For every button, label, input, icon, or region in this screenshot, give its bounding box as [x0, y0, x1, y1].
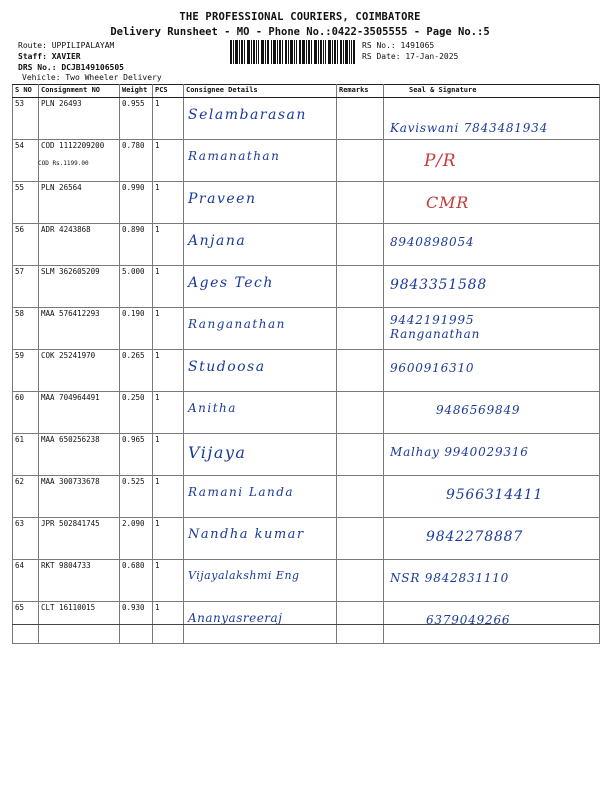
pcs-cell: 1	[153, 182, 184, 224]
sno-cell: 57	[13, 266, 39, 308]
consignment-cell: JPR 502841745	[39, 518, 120, 560]
col-header-sno: S NO	[13, 85, 39, 98]
consignment-cell: MAA 704964491	[39, 392, 120, 434]
signature-handwriting: 9566314411	[446, 487, 544, 503]
consignment-cell: PLN 26493	[39, 98, 120, 140]
rs-date: RS Date: 17-Jan-2025	[362, 52, 459, 61]
consignment-cell: MAA 576412293	[39, 308, 120, 350]
weight-cell: 2.090	[120, 518, 153, 560]
col-header-consignment: Consignment NO	[39, 85, 120, 98]
barcode-image	[230, 40, 355, 64]
col-header-remarks: Remarks	[337, 85, 384, 98]
consignment-cell: MAA 650256238	[39, 434, 120, 476]
remarks-cell	[337, 140, 384, 182]
signature-handwriting: 8940898054	[390, 235, 475, 249]
sno-cell: 54	[13, 140, 39, 182]
consignment-cell: COK 25241970	[39, 350, 120, 392]
vehicle-label: Vehicle: Two Wheeler Delivery	[22, 73, 162, 82]
consignee-handwriting: Ananyasreeraj	[188, 611, 283, 625]
weight-cell: 0.930	[120, 602, 153, 644]
signature-handwriting: Kaviswani 7843481934	[390, 121, 549, 135]
consignment-number: COD 1112209200	[41, 141, 105, 150]
consignment-cell: ADR 4243868	[39, 224, 120, 266]
consignee-handwriting: Ages Tech	[188, 275, 274, 291]
sno-cell: 53	[13, 98, 39, 140]
remarks-cell	[337, 350, 384, 392]
consignee-handwriting: Vijaya	[188, 443, 247, 462]
sno-cell: 59	[13, 350, 39, 392]
table-row	[13, 224, 600, 266]
sno-cell: 64	[13, 560, 39, 602]
weight-cell: 0.265	[120, 350, 153, 392]
consignee-handwriting: Nandha kumar	[188, 527, 305, 542]
remarks-cell	[337, 560, 384, 602]
table-row	[13, 350, 600, 392]
signature-handwriting: 6379049266	[426, 613, 511, 627]
runsheet-table	[12, 84, 600, 644]
table-row	[13, 140, 600, 182]
weight-cell: 0.190	[120, 308, 153, 350]
route-label: Route: UPPILIPALAYAM	[18, 41, 115, 50]
signature-handwriting: 9600916310	[390, 361, 475, 375]
table-row	[13, 476, 600, 518]
weight-cell: 5.000	[120, 266, 153, 308]
pcs-cell: 1	[153, 308, 184, 350]
staff-label: Staff: XAVIER	[18, 52, 81, 61]
pcs-cell: 1	[153, 602, 184, 644]
table-row	[13, 98, 600, 140]
consignment-cell: MAA 300733678	[39, 476, 120, 518]
cod-amount: COD Rs.1199.00	[38, 160, 89, 167]
remarks-cell	[337, 434, 384, 476]
consignee-handwriting: Studoosa	[188, 359, 266, 375]
table-row	[13, 434, 600, 476]
sno-cell: 65	[13, 602, 39, 644]
weight-cell: 0.890	[120, 224, 153, 266]
table-row	[13, 602, 600, 644]
remarks-cell	[337, 266, 384, 308]
col-header-signature: Seal & Signature	[384, 85, 600, 98]
pcs-cell: 1	[153, 350, 184, 392]
remarks-cell	[337, 602, 384, 644]
signature-handwriting: 9842278887	[426, 529, 524, 545]
bottom-divider	[12, 624, 599, 625]
sno-cell: 56	[13, 224, 39, 266]
weight-cell: 0.680	[120, 560, 153, 602]
signature-handwriting: Malhay 9940029316	[390, 445, 529, 459]
remarks-cell	[337, 224, 384, 266]
weight-cell: 0.525	[120, 476, 153, 518]
weight-cell: 0.780	[120, 140, 153, 182]
weight-cell: 0.955	[120, 98, 153, 140]
pcs-cell: 1	[153, 392, 184, 434]
consignment-cell: CLT 16110015	[39, 602, 120, 644]
remarks-cell	[337, 98, 384, 140]
col-header-consignee: Consignee Details	[184, 85, 337, 98]
consignment-cell: SLM 362605209	[39, 266, 120, 308]
page-subtitle: Delivery Runsheet - MO - Phone No.:0422-3505555 - Page No.:5	[110, 26, 490, 38]
drs-number: DRS No.: DCJB149106505	[18, 63, 124, 72]
signature-handwriting: 9843351588	[390, 277, 488, 293]
signature-handwriting: 9442191995 Ranganathan	[390, 313, 481, 341]
signature-handwriting: 9486569849	[436, 403, 521, 417]
table-row	[13, 560, 600, 602]
pcs-cell: 1	[153, 518, 184, 560]
consignment-cell	[39, 140, 120, 182]
consignee-handwriting: Ramanathan	[188, 149, 281, 163]
consignee-handwriting: Selambarasan	[188, 107, 307, 123]
sno-cell: 62	[13, 476, 39, 518]
pcs-cell: 1	[153, 266, 184, 308]
signature-handwriting: P/R	[424, 151, 457, 171]
remarks-cell	[337, 308, 384, 350]
sno-cell: 55	[13, 182, 39, 224]
table-row	[13, 392, 600, 434]
sno-cell: 58	[13, 308, 39, 350]
col-header-pcs: PCS	[153, 85, 184, 98]
consignee-handwriting: Anitha	[188, 401, 237, 415]
pcs-cell: 1	[153, 140, 184, 182]
table-row	[13, 308, 600, 350]
remarks-cell	[337, 476, 384, 518]
table-row	[13, 266, 600, 308]
remarks-cell	[337, 392, 384, 434]
table-row	[13, 182, 600, 224]
pcs-cell: 1	[153, 560, 184, 602]
weight-cell: 0.250	[120, 392, 153, 434]
consignee-handwriting: Anjana	[188, 233, 247, 249]
pcs-cell: 1	[153, 434, 184, 476]
remarks-cell	[337, 182, 384, 224]
pcs-cell: 1	[153, 98, 184, 140]
consignee-handwriting: Ramani Landa	[188, 485, 295, 499]
table-header-row	[13, 85, 600, 98]
pcs-cell: 1	[153, 224, 184, 266]
consignee-handwriting: Praveen	[188, 191, 257, 207]
table-row	[13, 518, 600, 560]
consignee-handwriting: Ranganathan	[188, 317, 286, 331]
rs-number: RS No.: 1491065	[362, 41, 435, 50]
sno-cell: 61	[13, 434, 39, 476]
weight-cell: 0.965	[120, 434, 153, 476]
page-title: THE PROFESSIONAL COURIERS, COIMBATORE	[179, 11, 421, 23]
remarks-cell	[337, 518, 384, 560]
consignee-handwriting: Vijayalakshmi Eng	[188, 569, 300, 582]
weight-cell: 0.990	[120, 182, 153, 224]
consignment-cell: RKT 9804733	[39, 560, 120, 602]
signature-handwriting: CMR	[426, 193, 470, 212]
signature-handwriting: NSR 9842831110	[390, 571, 510, 585]
consignment-cell: PLN 26564	[39, 182, 120, 224]
sno-cell: 60	[13, 392, 39, 434]
pcs-cell: 1	[153, 476, 184, 518]
col-header-weight: Weight	[120, 85, 153, 98]
sno-cell: 63	[13, 518, 39, 560]
